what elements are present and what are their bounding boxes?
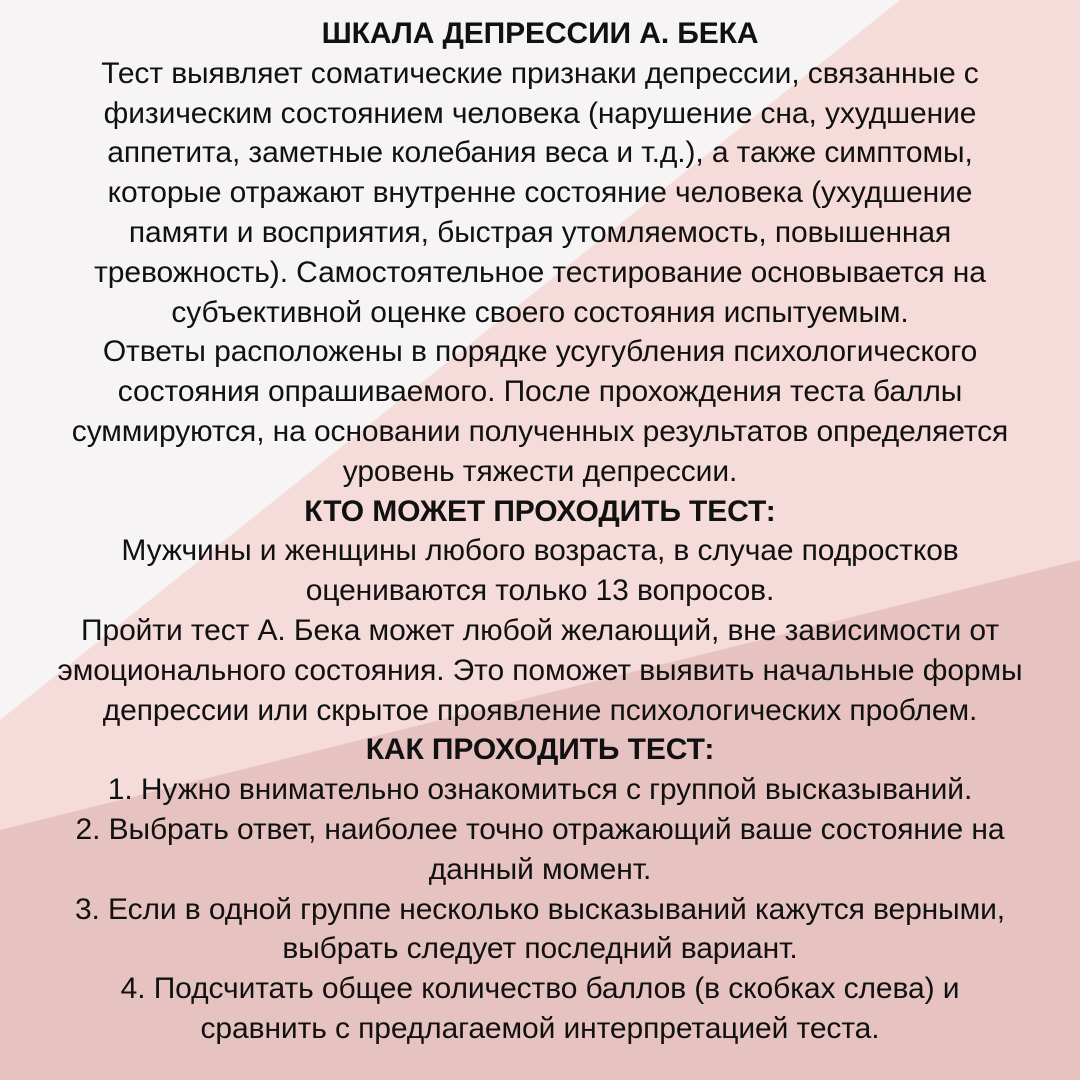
text-line: памяти и восприятия, быстрая утомляемость, повышенная bbox=[128, 215, 952, 249]
who-paragraph-1 bbox=[0, 531, 1080, 611]
who-heading: КТО МОЖЕТ ПРОХОДИТЬ ТЕСТ: bbox=[304, 494, 776, 528]
text-line: 3. Если в одной группе несколько высказываний кажутся верными, bbox=[74, 892, 1006, 926]
text-line: аппетита, заметные колебания веса и т.д.), а также симптомы, bbox=[107, 136, 973, 170]
text-line: тревожность). Самостоятельное тестирование основывается на bbox=[94, 255, 986, 289]
text-line: физическим состоянием человека (нарушение сна, ухудшение bbox=[103, 96, 977, 130]
text-line: сравнить с предлагаемой интерпретацией теста. bbox=[200, 1011, 880, 1045]
text-line: оцениваются только 13 вопросов. bbox=[305, 574, 775, 608]
text-line: 2. Выбрать ответ, наиболее точно отражающий ваше состояние на bbox=[75, 812, 1005, 846]
who-paragraph-2 bbox=[0, 611, 1080, 730]
how-step-3 bbox=[0, 890, 1080, 970]
how-step-2 bbox=[0, 810, 1080, 890]
intro-paragraph-1 bbox=[0, 54, 1080, 333]
text-line: Ответы расположены в порядке усугубления психологического bbox=[102, 335, 978, 369]
text-line: состояния опрашиваемого. После прохождения теста баллы bbox=[117, 375, 963, 409]
text-line: Пройти тест А. Бека может любой желающий, вне зависимости от bbox=[81, 613, 999, 647]
text-line: которые отражают внутренне состояние человека (ухудшение bbox=[107, 176, 973, 210]
text-line: 4. Подсчитать общее количество баллов (в скобках слева) и bbox=[120, 972, 960, 1006]
text-line: 1. Нужно внимательно ознакомиться с группой высказываний. bbox=[107, 773, 973, 807]
how-step-1 bbox=[0, 770, 1080, 810]
text-line: эмоционального состояния. Это поможет выявить начальные формы bbox=[57, 653, 1023, 687]
text-line: суммируются, на основании полученных результатов определяется bbox=[71, 414, 1009, 448]
page-title: ШКАЛА ДЕПРЕССИИ А. БЕКА bbox=[321, 17, 759, 50]
text-line: выбрать следует последний вариант. bbox=[282, 932, 798, 966]
text-line: уровень тяжести депрессии. bbox=[342, 454, 738, 488]
how-step-4 bbox=[0, 969, 1080, 1049]
document-text bbox=[0, 14, 1080, 1049]
text-line: депрессии или скрытое проявление психологических проблем. bbox=[102, 693, 978, 727]
text-line: Тест выявляет соматические признаки депрессии, связанные с bbox=[101, 56, 979, 90]
how-heading: КАК ПРОХОДИТЬ ТЕСТ: bbox=[365, 733, 715, 767]
text-line: данный момент. bbox=[428, 852, 652, 886]
text-line: субъективной оценке своего состояния испытуемым. bbox=[171, 295, 909, 329]
intro-paragraph-2 bbox=[0, 332, 1080, 491]
text-line: Мужчины и женщины любого возраста, в случае подростков bbox=[121, 534, 959, 568]
